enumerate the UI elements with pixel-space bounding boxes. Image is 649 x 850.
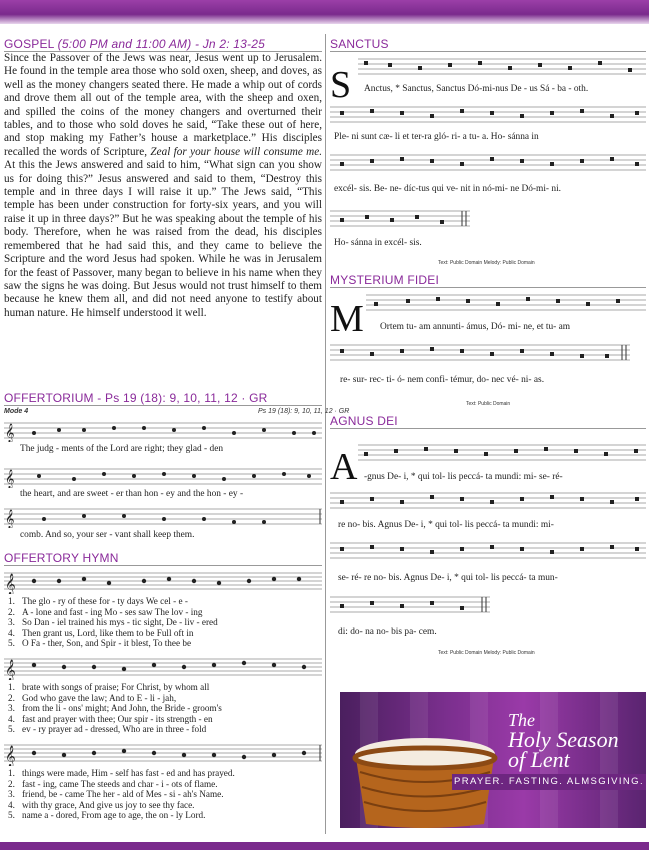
sanctus-lyric-4: Ho- sánna in excél- sis. (334, 238, 422, 248)
hymn-line: 1. The glo - ry of these for - ty days We cel - e - (8, 596, 188, 606)
music-staff-icon (4, 506, 322, 528)
sanctus-staff-3 (330, 152, 646, 168)
hymn-line: 4. with thy grace, And give us joy to see thy face. (8, 799, 195, 810)
offertorium-lyric-2: the heart, and are sweet - er than hon - ey and the hon - ey - (20, 489, 244, 499)
gospel-text-italic: Zeal for your house will consume me. (150, 145, 322, 158)
mysterium-credit: Text: Public Domain (466, 401, 511, 407)
gospel-text (4, 52, 322, 320)
gospel-title: GOSPEL (4, 37, 55, 51)
chant-staff-icon (330, 208, 470, 230)
chant-staff-icon (358, 442, 646, 462)
promo-tagline: PRAYER. FASTING. ALMSGIVING. (452, 774, 646, 790)
sanctus-dropcap: S (330, 64, 352, 106)
offertorium-lyric-1: The judg - ments of the Lord are right; they glad - den (20, 444, 224, 454)
hymn-staff-1 (4, 570, 322, 594)
sanctus-lyric-2: Ple- ni sunt cæ- li et ter-ra gló- ri- a tu- a. Ho- sánna in (334, 132, 539, 142)
svg-text:𝄞: 𝄞 (5, 423, 15, 442)
hymn-line: 5. name a - dored, From age to age, the on - ly Lord. (8, 810, 206, 821)
agnus-lyric-2: re no- bis. Agnus De- i, * qui tol- lis peccá- ta mundi: mi- (338, 520, 554, 530)
hymn-staff-2 (4, 656, 322, 680)
promo-title: The Holy Season of Lent (508, 710, 619, 772)
offertorium-staff-3 (4, 506, 322, 528)
agnus-rule (330, 428, 646, 429)
hymn-line: 3. friend, be - came The her - ald of Mes - si - ah's Name. (8, 789, 224, 800)
sanctus-staff-2 (330, 104, 646, 120)
gospel-heading (4, 37, 265, 51)
mysterium-dropcap: M (330, 298, 364, 340)
agnus-heading: AGNUS DEI (330, 414, 398, 428)
hymn-staff-3 (4, 742, 322, 766)
offertorium-staff-2 (4, 466, 322, 488)
hymn-line: 2. A - lone and fast - ing Mo - ses saw The lov - ing (8, 606, 203, 617)
hymn-line: 2. God who gave the law; And to E - li - jah, (8, 692, 177, 703)
svg-text:𝄞: 𝄞 (5, 574, 16, 594)
chant-staff-icon (330, 152, 646, 172)
mysterium-rule (330, 287, 646, 288)
agnus-lyric-1: -gnus De- i, * qui tol- lis peccá- ta mundi: mi- se- ré- (364, 472, 563, 482)
offertorium-rule (4, 405, 322, 406)
agnus-staff-3 (330, 540, 646, 556)
chant-staff-icon (358, 56, 646, 76)
mysterium-lyric-1: Ortem tu- am annunti- ámus, Dó- mi- ne, et tu- am (380, 322, 571, 332)
offertorium-staff-1 (4, 420, 322, 442)
hymn-verse-block-1 (8, 596, 218, 649)
hymn-rule (4, 565, 322, 566)
chant-staff-icon (330, 594, 490, 616)
hymn-line: 1. brate with songs of praise; For Christ, by whom all (8, 682, 210, 692)
hymn-line: 2. fast - ing, came The steeds and char - i - ots of flame. (8, 778, 218, 789)
music-staff-icon (4, 742, 322, 766)
offertorium-heading: OFFERTORIUM - Ps 19 (18): 9, 10, 11, 12 · GR (4, 391, 268, 405)
music-staff-icon (4, 656, 322, 680)
mysterium-heading: MYSTERIUM FIDEI (330, 273, 440, 287)
svg-text:𝄞: 𝄞 (5, 509, 15, 528)
sanctus-staff-1 (358, 56, 646, 72)
gospel-reference: (5:00 PM and 11:00 AM) - Jn 2: 13-25 (57, 37, 265, 51)
column-divider (325, 34, 326, 834)
holy-season-of-lent-banner (340, 692, 646, 828)
sanctus-lyric-1: Anctus, * Sanctus, Sanctus Dó-mi-nus De - us Sá - ba - oth. (364, 84, 589, 94)
mysterium-lyric-2: re- sur- rec- ti- ó- nem confi- témur, do- nec vé- ni- as. (340, 375, 545, 385)
sanctus-lyric-3: excél- sis. Be- ne- díc-tus qui ve- nit in nó-mi- ne Dó-mi- ni. (334, 184, 562, 194)
agnus-lyric-3: se- ré- re no- bis. Agnus De- i, * qui tol- lis peccá- ta mun- (338, 573, 558, 583)
agnus-credit: Text: Public Domain Melody: Public Domain (438, 650, 535, 656)
mysterium-staff-2 (330, 342, 630, 358)
sanctus-heading: SANCTUS (330, 37, 389, 51)
chant-staff-icon (330, 104, 646, 124)
sanctus-credit: Text: Public Domain Melody: Public Domain (438, 260, 535, 266)
chant-staff-icon (330, 342, 630, 362)
svg-text:𝄞: 𝄞 (5, 660, 16, 680)
mode-label: Mode 4 (4, 408, 29, 415)
chant-staff-icon (330, 490, 646, 510)
bottom-banner-bar (0, 842, 649, 850)
hymn-line: 4. fast and prayer with thee; Our spir - its strength - en (8, 713, 213, 724)
psalm-reference: Ps 19 (18): 9, 10, 11, 12 · GR (258, 408, 350, 415)
hymn-line: 3. from the li - ons' might; And John, the Bride - groom's (8, 703, 222, 714)
hymn-verse-block-3 (8, 768, 235, 821)
hymn-verse-block-2 (8, 682, 222, 735)
agnus-staff-4 (330, 594, 490, 610)
top-banner-bar (0, 0, 649, 24)
agnus-lyric-4: di: do- na no- bis pa- cem. (338, 627, 437, 637)
chant-staff-icon (330, 540, 646, 560)
gospel-text-part1: Since the Passover of the Jews was near, Jesus went up to Jerusalem. He found in the temple area those who sold oxen, sheep, and doves, as well as the money changers seated there. He made a whip out of cords and drove them all out of the temple area, with the sheep and oxen, and spilled the coins of the money changers and overturned their tables, and to those who sold doves he said, “Take these out of here, and stop making my Father’s house a marketplace.” His disciples recalled the words of Scripture, (4, 52, 322, 158)
music-staff-icon (4, 466, 322, 488)
hymn-line: 1. things were made, Him - self has fast - ed and has prayed. (8, 768, 235, 778)
chant-staff-icon (366, 292, 646, 312)
agnus-dropcap: A (330, 446, 358, 488)
agnus-staff-1 (358, 442, 646, 458)
svg-text:𝄞: 𝄞 (5, 746, 16, 766)
music-staff-icon (4, 570, 322, 594)
mysterium-staff-1 (366, 292, 646, 308)
hymn-heading: OFFERTORY HYMN (4, 551, 119, 565)
svg-text:𝄞: 𝄞 (5, 469, 15, 488)
offertorium-lyric-3: comb. And so, your ser - vant shall keep them. (20, 530, 195, 540)
sanctus-staff-4 (330, 208, 470, 224)
sanctus-rule (330, 51, 646, 52)
hymn-line: 3. So Dan - iel trained his mys - tic sight, De - liv - ered (8, 617, 218, 628)
hymn-line: 4. Then grant us, Lord, like them to be Full oft in (8, 627, 194, 638)
hymn-line: 5. ev - ry prayer ad - dressed, Who are in three - fold (8, 724, 207, 735)
agnus-staff-2 (330, 490, 646, 506)
hymn-line: 5. O Fa - ther, Son, and Spir - it blest, To thee be (8, 638, 192, 649)
gospel-text-part2: At this the Jews answered and said to him, “What sign can you show us for doing this?” Jesus answered and said to them, “Destroy this temple and in three days I will raise it up.” The Jews said, “This temple has been under construction for forty-six years, and you will raise it up in three days?” But he was speaking about the temple of his body. Therefore, when he was raised from the dead, his disciples remembered that he had said this, and they came to believe the Scripture and the word Jesus had spoken. While he was in Jerusalem for the feast of Passover, many began to believe in his name when they saw the signs he was doing. But Jesus would not trust himself to them because he knew them all, and did not need anyone to testify about human nature. He himself understood it well. (4, 159, 322, 319)
music-staff-icon (4, 420, 322, 442)
